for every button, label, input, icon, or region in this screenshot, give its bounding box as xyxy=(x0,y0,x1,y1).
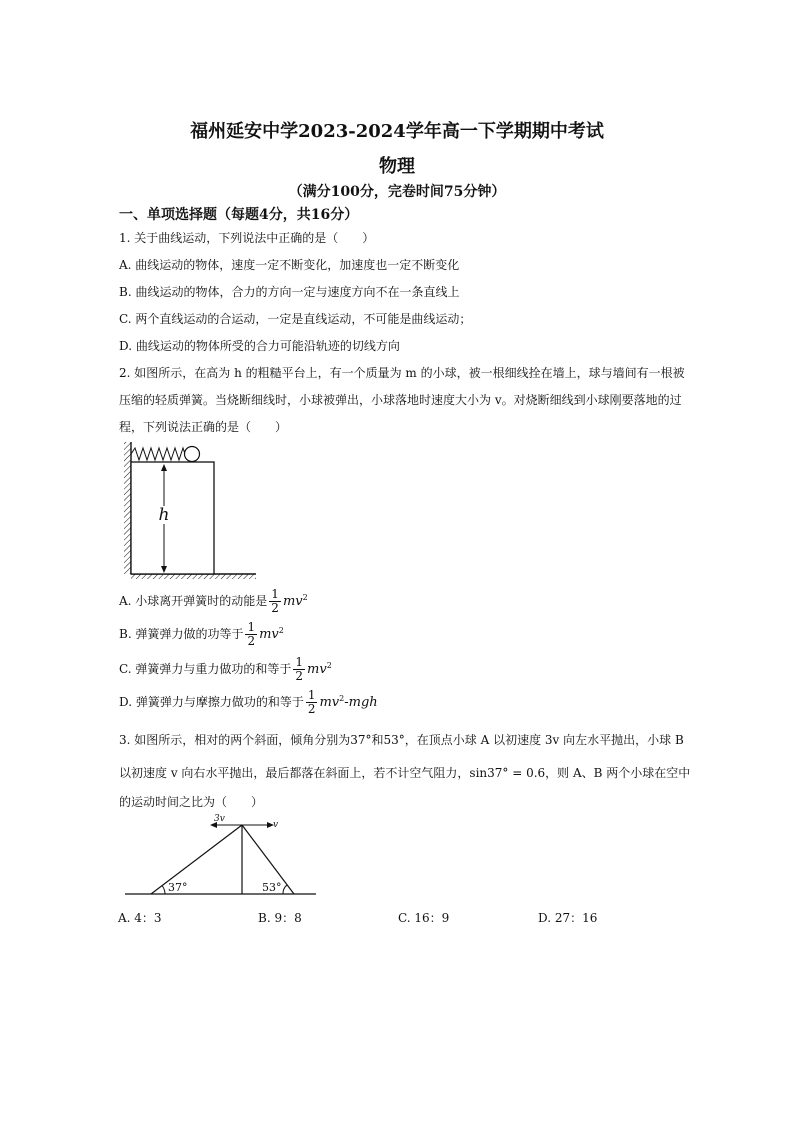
q2-stem-line-1: 2. 如图所示，在高为 h 的粗糙平台上，有一个质量为 m 的小球，被一根细线拴在墙上，球与墙间有一根被 xyxy=(119,366,685,380)
q1-option-b: B. 曲线运动的物体，合力的方向一定与速度方向不在一条直线上 xyxy=(119,285,460,299)
q3-figure-slopes xyxy=(122,812,322,902)
right-angle-arc xyxy=(283,885,287,894)
q3-stem-line-3: 的运动时间之比为（ ） xyxy=(119,795,264,809)
q2-option-a: A. 小球离开弹簧时的动能是 $\frac{1}{2}$ $mv^2$ xyxy=(119,587,308,615)
left-angle-label: 37° xyxy=(168,881,188,894)
height-label: h xyxy=(158,505,170,525)
q3-stem-line-2: 以初速度 v 向右水平抛出，最后都落在斜面上，若不计空气阻力，sin37° = 0.6，则 A、B 两个小球在空中 xyxy=(119,766,691,780)
q3-option-a: A. 4：3 xyxy=(118,911,162,925)
ball-icon xyxy=(185,447,200,462)
ground-hatch xyxy=(131,574,256,579)
left-slope xyxy=(151,825,242,894)
spring-icon xyxy=(131,448,185,460)
q1-stem: 1. 关于曲线运动，下列说法中正确的是（ ） xyxy=(119,231,375,245)
q1-option-a: A. 曲线运动的物体，速度一定不断变化，加速度也一定不断变化 xyxy=(119,258,460,272)
left-speed-label: 3v xyxy=(214,814,225,824)
q1-option-c: C. 两个直线运动的合运动，一定是直线运动，不可能是曲线运动； xyxy=(119,312,472,326)
platform xyxy=(131,462,214,574)
fraction-half: $\frac{1}{2}$ xyxy=(295,655,304,683)
exam-subject: 物理 xyxy=(379,156,415,177)
section-heading: 一、单项选择题（每题4分，共16分） xyxy=(119,207,359,223)
q2-option-b: B. 弹簧弹力做的功等于 $\frac{1}{2}$ $mv^2$ xyxy=(119,620,284,648)
q2-stem-line-3: 程，下列说法正确的是（ ） xyxy=(119,420,288,434)
q2-stem-line-2: 压缩的轻质弹簧。当烧断细线时，小球被弹出，小球落地时速度大小为 v。对烧断细线到小球刚要落地的过 xyxy=(119,393,682,407)
q3-option-b: B. 9：8 xyxy=(258,911,302,925)
left-angle-arc xyxy=(162,886,165,895)
q3-option-d: D. 27：16 xyxy=(538,911,598,925)
right-angle-label: 53° xyxy=(262,881,282,894)
q3-option-c: C. 16：9 xyxy=(398,911,450,925)
q2-figure-platform xyxy=(122,440,262,580)
fraction-half: $\frac{1}{2}$ xyxy=(307,688,316,716)
q1-option-d: D. 曲线运动的物体所受的合力可能沿轨迹的切线方向 xyxy=(119,339,400,353)
exam-info: （满分100分，完卷时间75分钟） xyxy=(288,184,506,200)
fraction-half: $\frac{1}{2}$ xyxy=(247,620,256,648)
fraction-half: $\frac{1}{2}$ xyxy=(271,587,279,615)
q2-option-c: C. 弹簧弹力与重力做功的和等于 $\frac{1}{2}$ $mv^2$ xyxy=(119,655,332,683)
exam-title: 福州延安中学2023-2024学年高一下学期期中考试 xyxy=(190,121,604,142)
wall-hatch xyxy=(124,442,131,574)
q3-stem-line-1: 3. 如图所示，相对的两个斜面，倾角分别为37°和53°，在顶点小球 A 以初速度 3v 向左水平抛出，小球 B xyxy=(119,733,684,747)
q2-option-d: D. 弹簧弹力与摩擦力做功的和等于 $\frac{1}{2}$ $mv^2$-mgh xyxy=(119,688,378,716)
right-speed-label: v xyxy=(273,820,279,830)
